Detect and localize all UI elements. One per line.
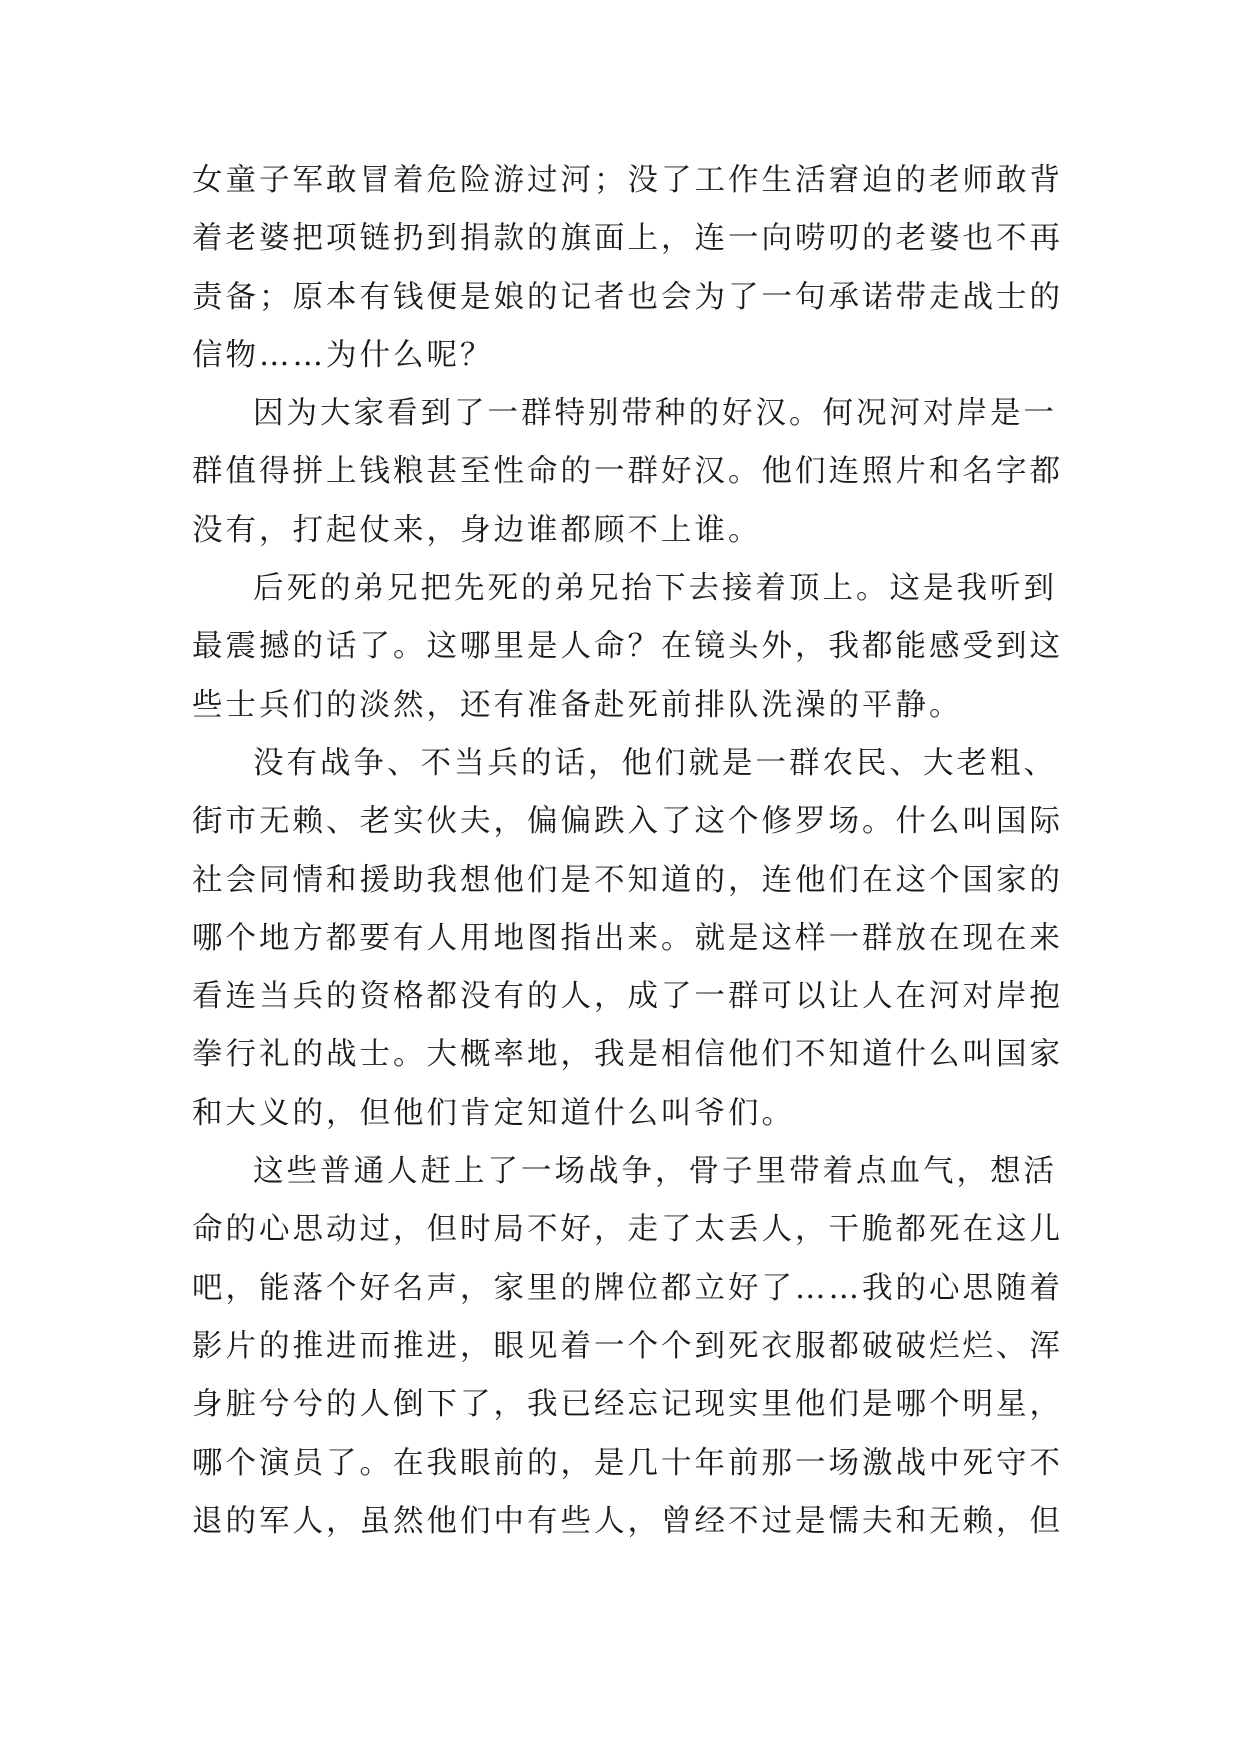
text-line: 身脏兮兮的人倒下了，我已经忘记现实里他们是哪个明星，: [192, 1387, 1063, 1423]
text-line: 这些普通人赶上了一场战争，骨子里带着点血气，想活: [253, 1154, 1057, 1190]
text-line: 拳行礼的战士。大概率地，我是相信他们不知道什么叫国家: [192, 1037, 1063, 1073]
text-line: 命的心思动过，但时局不好，走了太丢人，干脆都死在这儿: [192, 1212, 1063, 1248]
paragraph: [192, 385, 1063, 560]
text-line: 没有，打起仗来，身边谁都顾不上谁。: [192, 512, 762, 548]
paragraph: [192, 152, 1063, 385]
document-page: [192, 152, 1063, 1551]
paragraph: [192, 735, 1063, 1143]
text-line: 影片的推进而推进，眼见着一个个到死衣服都破破烂烂、浑: [192, 1328, 1063, 1364]
text-line: 因为大家看到了一群特别带种的好汉。何况河对岸是一: [253, 396, 1057, 432]
text-line: 退的军人，虽然他们中有些人，曾经不过是懦夫和无赖，但: [192, 1503, 1063, 1539]
text-line: 着老婆把项链扔到捐款的旗面上，连一向唠叨的老婆也不再: [192, 221, 1063, 257]
text-line: 后死的弟兄把先死的弟兄抬下去接着顶上。这是我听到: [253, 571, 1057, 607]
text-line: 群值得拼上钱粮甚至性命的一群好汉。他们连照片和名字都: [192, 454, 1063, 490]
paragraph: [192, 1143, 1063, 1551]
text-line: 些士兵们的淡然，还有准备赴死前排队洗澡的平静。: [192, 687, 963, 723]
text-line: 和大义的，但他们肯定知道什么叫爷们。: [192, 1095, 795, 1131]
text-line: 责备；原本有钱便是娘的记者也会为了一句承诺带走战士的: [192, 279, 1063, 315]
text-line: 没有战争、不当兵的话，他们就是一群农民、大老粗、: [253, 745, 1057, 781]
paragraph: [192, 560, 1063, 735]
text-line: 哪个地方都要有人用地图指出来。就是这样一群放在现在来: [192, 920, 1063, 956]
text-line: 看连当兵的资格都没有的人，成了一群可以让人在河对岸抱: [192, 979, 1063, 1015]
text-line: 街市无赖、老实伙夫，偏偏跌入了这个修罗场。什么叫国际: [192, 804, 1063, 840]
text-line: 最震撼的话了。这哪里是人命？在镜头外，我都能感受到这: [192, 629, 1063, 665]
text-line: 信物……为什么呢？: [192, 337, 494, 373]
text-line: 吧，能落个好名声，家里的牌位都立好了……我的心思随着: [192, 1270, 1063, 1306]
text-line: 社会同情和援助我想他们是不知道的，连他们在这个国家的: [192, 862, 1063, 898]
text-line: 女童子军敢冒着危险游过河；没了工作生活窘迫的老师敢背: [192, 163, 1063, 198]
text-line: 哪个演员了。在我眼前的，是几十年前那一场激战中死守不: [192, 1445, 1063, 1481]
